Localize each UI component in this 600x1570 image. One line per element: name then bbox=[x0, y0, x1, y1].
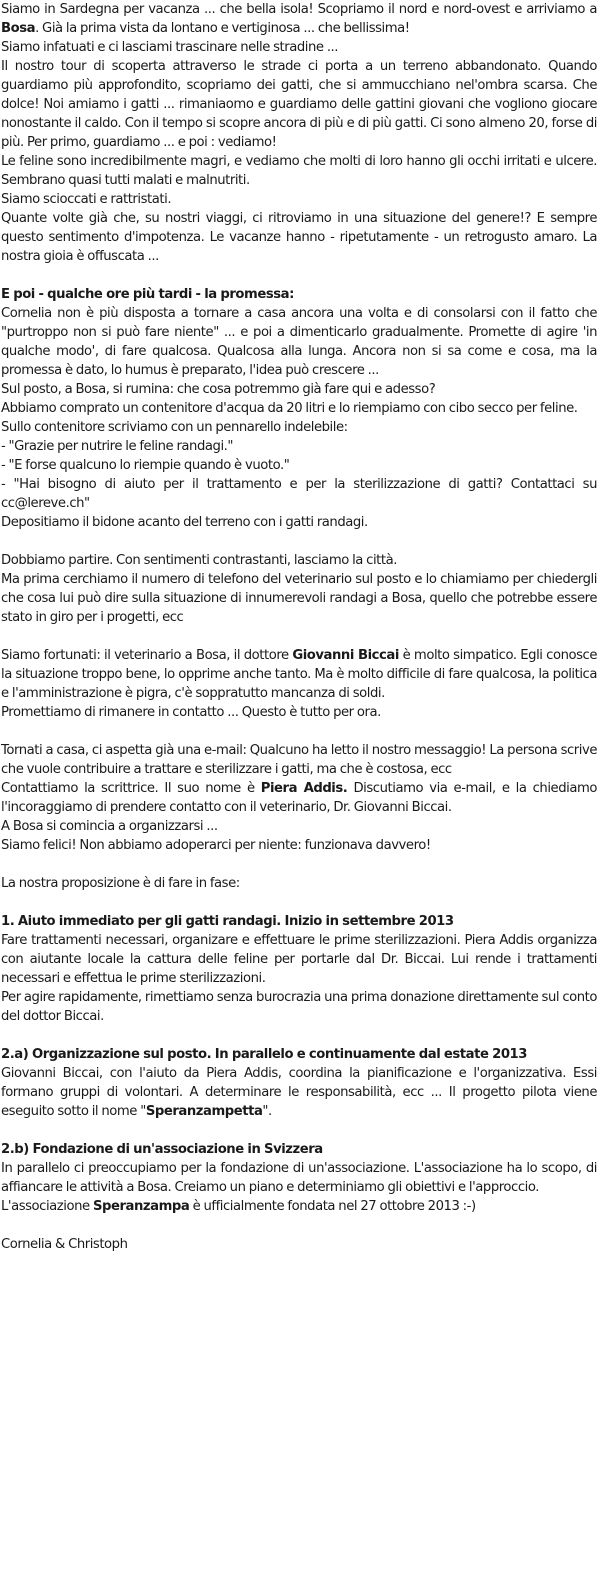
text-run: Tornati a casa, ci aspetta già una e-mail: Qualcuno ha letto il nostro messaggio! La persona scrive che vuole contribuire a trattare e sterilizzare i gatti, ma che è costosa, ecc bbox=[1, 743, 597, 777]
paragraph bbox=[1, 57, 597, 152]
text-run: Dobbiamo partire. Con sentimenti contrastanti, lasciamo la città. bbox=[1, 553, 397, 568]
text-run: - "Hai bisogno di aiuto per il trattamento e per la sterilizzazione di gatti? Contattaci su cc@lereve.ch" bbox=[1, 477, 597, 511]
bold-text: Bosa bbox=[1, 21, 36, 36]
paragraph bbox=[1, 988, 597, 1026]
paragraph bbox=[1, 285, 597, 304]
paragraph bbox=[1, 912, 597, 931]
text-run: Quante volte già che, su nostri viaggi, ci ritroviamo in una situazione del genere!? E sempre questo sentimento d'impotenza. Le vacanze hanno - ripetutamente - un retrogusto amaro. La nostra gioia è offuscata ... bbox=[1, 211, 597, 264]
paragraph bbox=[1, 152, 597, 190]
text-run: è ufficialmente fondata nel 27 ottobre 2013 :-) bbox=[189, 1199, 476, 1214]
text-run: Fare trattamenti necessari, organizare e effettuare le prime sterilizzazioni. Piera Addis organizza con aiutante locale la cattura delle feline per portarle dal Dr. Biccai. Lui rende i trattamenti necessari e effettua le prime sterilizzazioni. bbox=[1, 933, 597, 986]
text-run: La nostra proposizione è di fare in fase: bbox=[1, 876, 240, 891]
text-run: Siamo in Sardegna per vacanza ... che bella isola! Scopriamo il nord e nord-ovest e arriviamo a bbox=[1, 2, 597, 17]
paragraph-spacer bbox=[1, 1216, 597, 1235]
text-run: Per agire rapidamente, rimettiamo senza burocrazia una prima donazione direttamente sul conto del dottor Biccai. bbox=[1, 990, 597, 1024]
bold-text: 2.b) Fondazione di un'associazione in Svizzera bbox=[1, 1142, 323, 1157]
bold-text: 1. Aiuto immediato per gli gatti randagi. Inizio in settembre 2013 bbox=[1, 914, 454, 929]
paragraph bbox=[1, 551, 597, 570]
paragraph bbox=[1, 1045, 597, 1064]
text-run: Le feline sono incredibilmente magri, e vediamo che molti di loro hanno gli occhi irritati e ulcere. Sembrano quasi tutti malati e malnutriti. bbox=[1, 154, 597, 188]
bold-text: Giovanni Biccai bbox=[292, 648, 399, 663]
paragraph-spacer bbox=[1, 266, 597, 285]
text-run: Abbiamo comprato un contenitore d'acqua da 20 litri e lo riempiamo con cibo secco per feline. bbox=[1, 401, 578, 416]
text-run: - "E forse qualcuno lo riempie quando è vuoto." bbox=[1, 458, 290, 473]
text-run: Discutiamo via e-mail, e la chiediamo l'incoraggiamo di prendere contatto con il veterinario, Dr. Giovanni Biccai. bbox=[1, 781, 597, 815]
paragraph bbox=[1, 399, 597, 418]
text-run: Contattiamo la scrittrice. Il suo nome è bbox=[1, 781, 261, 796]
paragraph bbox=[1, 1140, 597, 1159]
bold-text: E poi - qualche ore più tardi - la promessa: bbox=[1, 287, 294, 302]
paragraph bbox=[1, 1159, 597, 1197]
text-run: Siamo scioccati e rattristati. bbox=[1, 192, 172, 207]
paragraph bbox=[1, 456, 597, 475]
paragraph bbox=[1, 931, 597, 988]
text-run: - "Grazie per nutrire le feline randagi." bbox=[1, 439, 234, 454]
paragraph bbox=[1, 646, 597, 703]
paragraph bbox=[1, 190, 597, 209]
paragraph bbox=[1, 570, 597, 627]
text-run: Il nostro tour di scoperta attraverso le strade ci porta a un terreno abbandonato. Quando guardiamo più approfondito, scopriamo dei gatti, che si ammucchiano nel'ombra scarsa. Che dolce! Noi amiamo i gatti ... rimaniaomo e guardiamo delle gattini giovani che vogliono giocare nonostante il caldo. Con il tempo si scopre ancora di più e di più gatti. Ci sono almeno 20, forse di più. Per primo, guardiamo ... e poi : vediamo! bbox=[1, 59, 597, 150]
text-run: Ma prima cerchiamo il numero di telefono del veterinario sul posto e lo chiamiamo per chiedergli che cosa lui può dire sulla situazione di innumerevoli randagi a Bosa, quello che potrebbe essere stato in giro per i progetti, ecc bbox=[1, 572, 597, 625]
bold-text: Speranzampetta bbox=[145, 1104, 263, 1119]
paragraph bbox=[1, 209, 597, 266]
paragraph bbox=[1, 475, 597, 513]
paragraph bbox=[1, 304, 597, 380]
paragraph bbox=[1, 703, 597, 722]
paragraph-spacer bbox=[1, 893, 597, 912]
paragraph-spacer bbox=[1, 1121, 597, 1140]
paragraph bbox=[1, 1064, 597, 1121]
paragraph bbox=[1, 38, 597, 57]
paragraph-spacer bbox=[1, 627, 597, 646]
paragraph bbox=[1, 874, 597, 893]
text-run: Siamo felici! Non abbiamo adoperarci per niente: funzionava davvero! bbox=[1, 838, 431, 853]
paragraph bbox=[1, 1197, 597, 1216]
text-run: Promettiamo di rimanere in contatto ... Questo è tutto per ora. bbox=[1, 705, 381, 720]
text-run: . Già la prima vista da lontano e vertiginosa ... che bellissima! bbox=[35, 21, 410, 36]
text-run: Sullo contenitore scriviamo con un pennarello indelebile: bbox=[1, 420, 348, 435]
text-run: Cornelia & Christoph bbox=[1, 1237, 128, 1252]
text-run: Cornelia non è più disposta a tornare a casa ancora una volta e di consolarsi con il fatto che "purtroppo non si può fare niente" ... e poi a dimenticarlo gradualmente. Promette di agire 'in qualche modo', di fare qualcosa. Qualcosa alla lunga. Ancora non si sa come e cosa, ma la promessa è dato, lo humus è preparato, l'idea può crescere ... bbox=[1, 306, 597, 378]
paragraph bbox=[1, 741, 597, 779]
text-run: Siamo fortunati: il veterinario a Bosa, il dottore bbox=[1, 648, 293, 663]
text-run: In parallelo ci preoccupiamo per la fondazione di un'associazione. L'associazione ha lo scopo, di affiancare le attività a Bosa. Creiamo un piano e determiniamo gli obiettivi e l'approccio. bbox=[1, 1161, 597, 1195]
bold-text: Piera Addis. bbox=[260, 781, 348, 796]
paragraph bbox=[1, 380, 597, 399]
paragraph bbox=[1, 836, 597, 855]
paragraph bbox=[1, 0, 597, 38]
text-run: ". bbox=[262, 1104, 272, 1119]
paragraph bbox=[1, 418, 597, 437]
paragraph-spacer bbox=[1, 722, 597, 741]
text-run: L'associazione bbox=[1, 1199, 93, 1214]
text-run: Giovanni Biccai, con l'aiuto da Piera Addis, coordina la pianificazione e l'organizzativa. Essi formano gruppi di volontari. A determinare le responsabilità, ecc ... Il progetto pilota viene eseguito sotto il nome " bbox=[1, 1066, 597, 1119]
paragraph-spacer bbox=[1, 855, 597, 874]
text-run: Sul posto, a Bosa, si rumina: che cosa potremmo già fare qui e adesso? bbox=[1, 382, 436, 397]
text-run: A Bosa si comincia a organizzarsi ... bbox=[1, 819, 218, 834]
paragraph bbox=[1, 817, 597, 836]
paragraph bbox=[1, 513, 597, 532]
paragraph-spacer bbox=[1, 1026, 597, 1045]
paragraph bbox=[1, 437, 597, 456]
paragraph-spacer bbox=[1, 532, 597, 551]
bold-text: 2.a) Organizzazione sul posto. In parallelo e continuamente dal estate 2013 bbox=[1, 1047, 527, 1062]
bold-text: Speranzampa bbox=[92, 1199, 190, 1214]
text-run: è molto simpatico. Egli conosce la situazione troppo bene, lo opprime anche tanto. Ma è molto difficile di fare qualcosa, la politica e l'amministrazione è pigra, c'è soppratutto mancanza di soldi. bbox=[1, 648, 597, 701]
paragraph bbox=[1, 779, 597, 817]
text-run: Depositiamo il bidone acanto del terreno con i gatti randagi. bbox=[1, 515, 368, 530]
paragraph bbox=[1, 1235, 597, 1254]
text-run: Siamo infatuati e ci lasciami trascinare nelle stradine ... bbox=[1, 40, 339, 55]
